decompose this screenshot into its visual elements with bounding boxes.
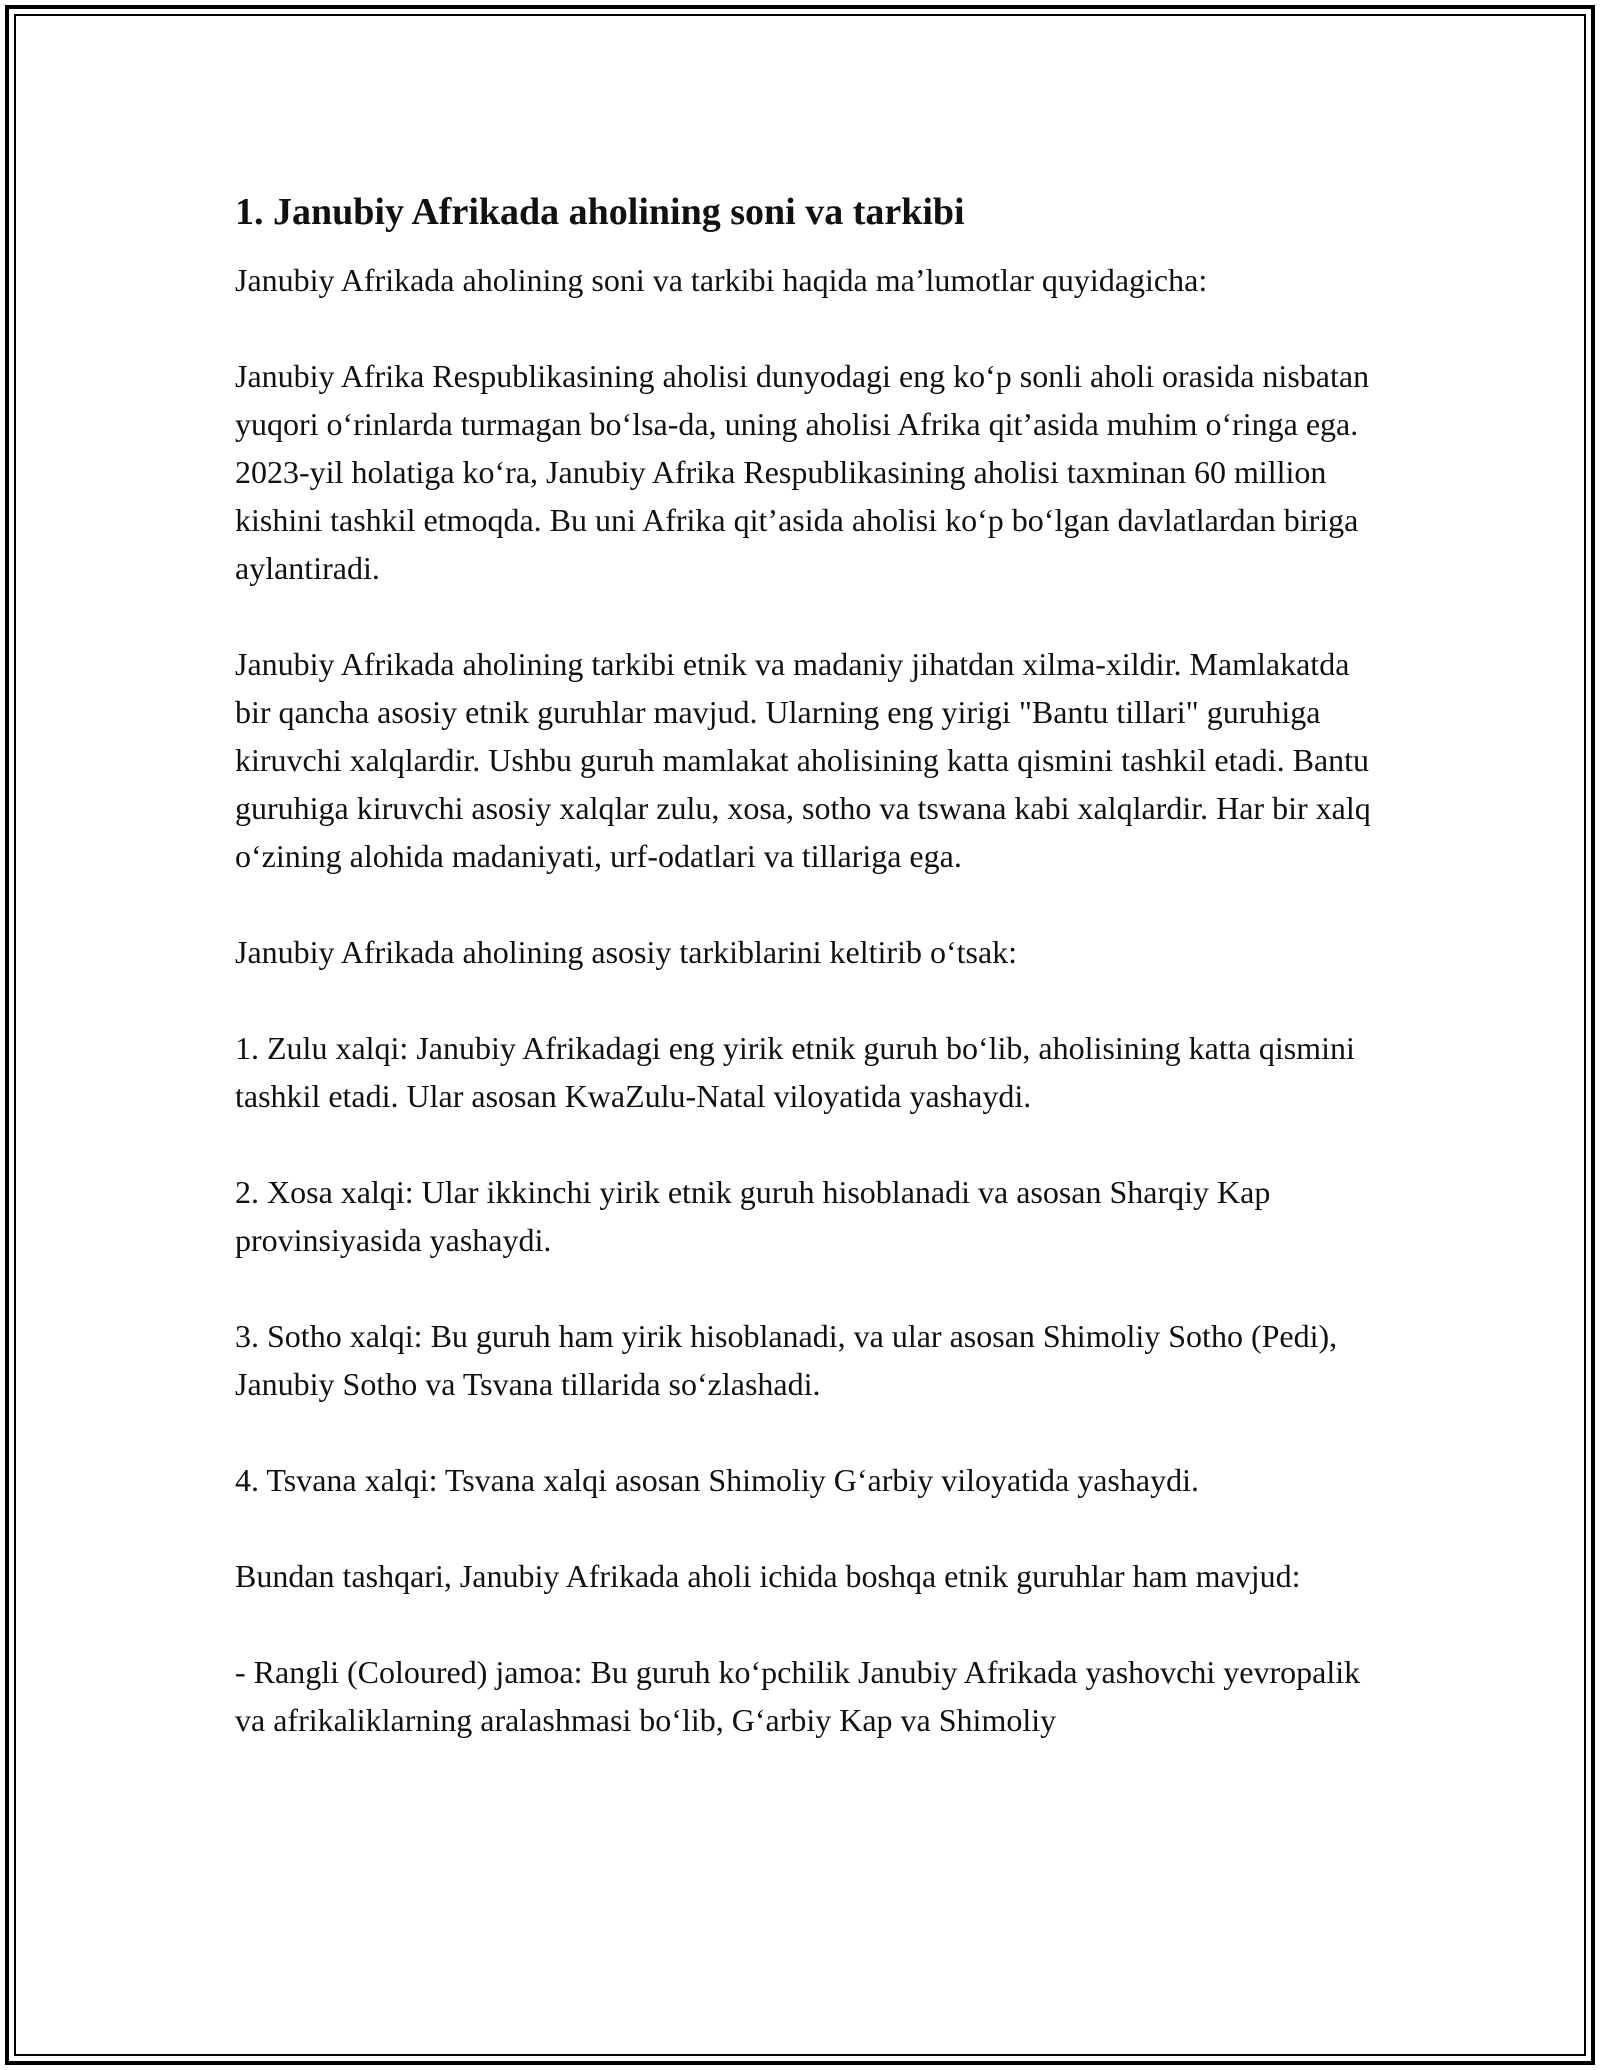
coloured-community-paragraph: - Rangli (Coloured) jamoa: Bu guruh ko‘pchilik Janubiy Afrikada yashovchi yevropalik va afrikaliklarning aralashmasi bo‘lib, G‘arbiy Kap va Shimoliy — [235, 1654, 1361, 1738]
other-groups-paragraph: Bundan tashqari, Janubiy Afrikada aholi ichida boshqa etnik guruhlar ham mavjud: — [235, 1558, 1301, 1594]
section-heading: 1. Janubiy Afrikada aholining soni va tarkibi — [235, 191, 965, 233]
list-intro-paragraph: Janubiy Afrikada aholining asosiy tarkiblarini keltirib o‘tsak: — [235, 934, 1018, 970]
population-paragraph: Janubiy Afrika Respublikasining aholisi dunyodagi eng ko‘p sonli aholi orasida nisbatan yuqori o‘rinlarda turmagan bo‘lsa-da, uning aholisi Afrika qit’asida muhim o‘ringa ega. 2023-yil holatiga ko‘ra, Janubiy Afrika Respublikasining aholisi taxminan 60 million kishini tashkil etmoqda. Bu uni Afrika qit’asida aholisi ko‘p bo‘lgan davlatlardan biriga aylantiradi. — [235, 358, 1370, 586]
ethnic-composition-paragraph: Janubiy Afrikada aholining tarkibi etnik va madaniy jihatdan xilma-xildir. Mamlakatda bir qancha asosiy etnik guruhlar mavjud. Ularning eng yirigi "Bantu tillari" guruhiga kiruvchi xalqlardir. Ushbu guruh mamlakat aholisining katta qismini tashkil etadi. Bantu guruhiga kiruvchi asosiy xalqlar zulu, xosa, sotho va tswana kabi xalqlardir. Har bir xalq o‘zining alohida madaniyati, urf-odatlari va tillariga ega. — [235, 646, 1371, 874]
list-item-tswana: 4. Tsvana xalqi: Tsvana xalqi asosan Shimoliy G‘arbiy viloyatida yashaydi. — [235, 1462, 1199, 1498]
list-item-zulu: 1. Zulu xalqi: Janubiy Afrikadagi eng yirik etnik guruh bo‘lib, aholisining katta qismini tashkil etadi. Ular asosan KwaZulu-Natal viloyatida yashaydi. — [235, 1030, 1355, 1114]
list-item-xhosa: 2. Xosa xalqi: Ular ikkinchi yirik etnik guruh hisoblanadi va asosan Sharqiy Kap provinsiyasida yashaydi. — [235, 1174, 1271, 1258]
document-body — [235, 188, 1375, 1792]
list-item-sotho: 3. Sotho xalqi: Bu guruh ham yirik hisoblanadi, va ular asosan Shimoliy Sotho (Pedi), Janubiy Sotho va Tsvana tillarida so‘zlashadi. — [235, 1318, 1338, 1402]
intro-paragraph: Janubiy Afrikada aholining soni va tarkibi haqida ma’lumotlar quyidagicha: — [235, 262, 1208, 298]
